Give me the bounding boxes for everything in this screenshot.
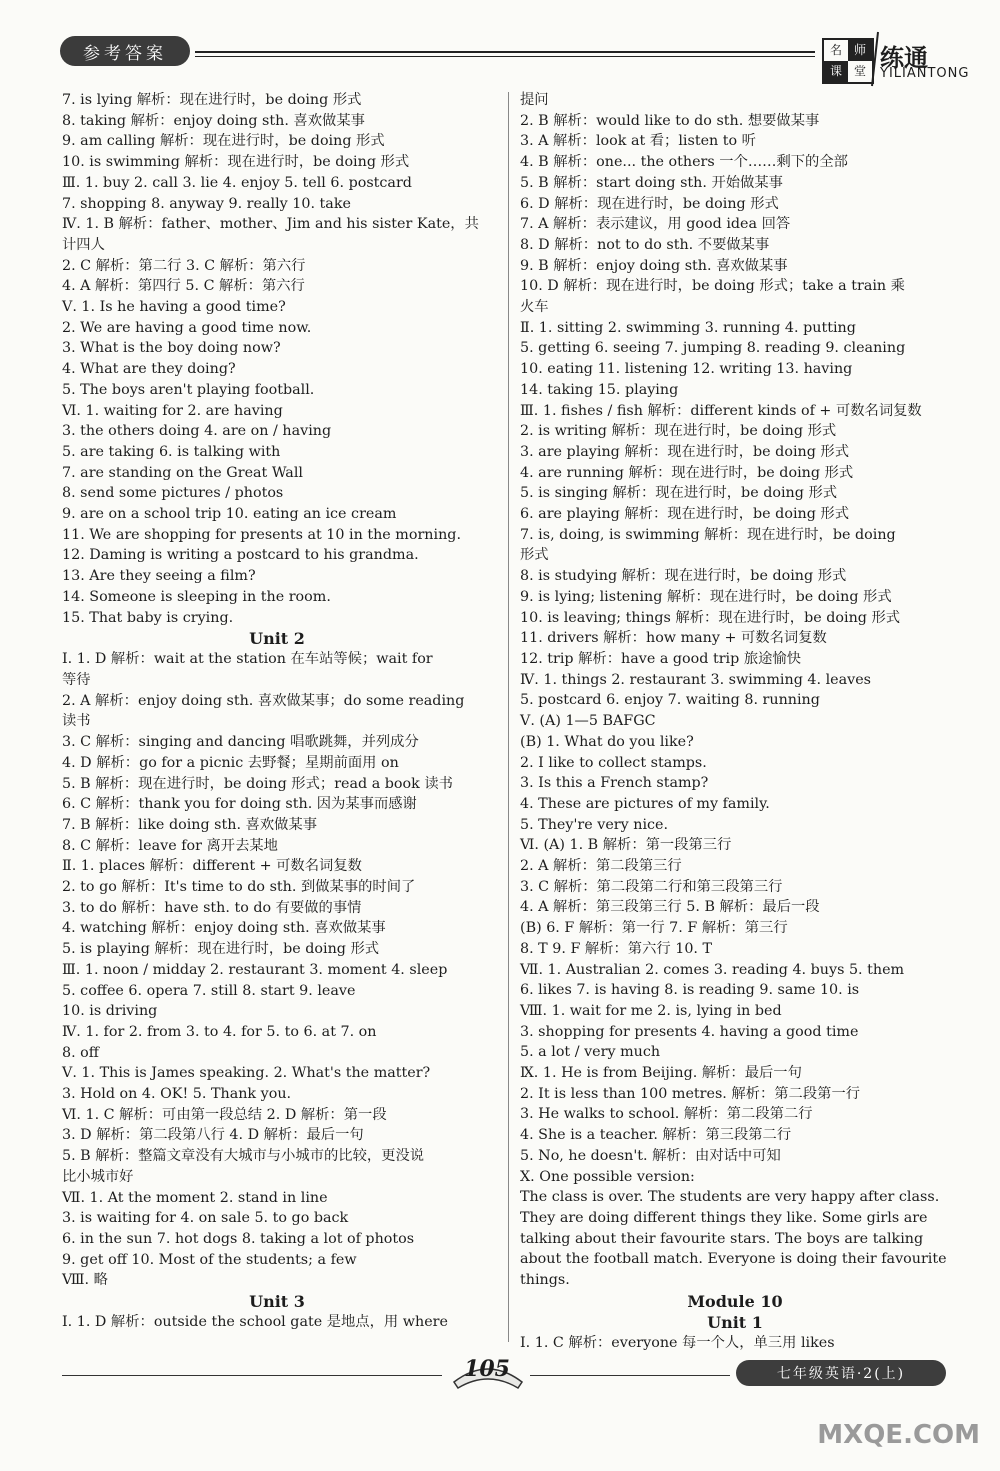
answer-line: 8. C 解析：leave for 离开去某地 [62,837,278,854]
answer-line: 火车 [520,299,549,316]
answer-line: 8. D 解析：not to do sth. 不要做某事 [520,236,770,253]
logo-cell: 课 [824,61,848,82]
grade-label: 七年级英语·2(上) [736,1360,946,1386]
header-rule [195,51,815,53]
logo-cell: 堂 [853,64,866,78]
answer-line: 3. C 解析：第二段第二行和第三段第三行 [520,878,783,895]
answer-line: 4. These are pictures of my family. [520,795,770,812]
sample-essay: The class is over. The students are very happy after class. They are doing different things they like. Some girls are talking about their favourite stars. The boys are talking about the football match. Everyone is doing their favourite things. [520,1189,947,1289]
answer-line: 5. getting 6. seeing 7. jumping 8. reading 9. cleaning [520,340,906,357]
answer-line: 8. taking 解析：enjoy doing sth. 喜欢做某事 [62,112,365,129]
answer-line: Ⅵ. 1. waiting for 2. are having [62,402,283,419]
answer-line: 3. What is the boy doing now? [62,340,281,357]
answer-line: 8. send some pictures / photos [62,485,284,502]
logo-text: 练通 [880,44,928,72]
answer-line: 4. watching 解析：enjoy doing sth. 喜欢做某事 [62,920,386,937]
logo-cell: 名 [829,43,842,57]
answer-line: Ⅳ. 1. things 2. restaurant 3. swimming 4. leaves [520,671,872,688]
answer-line: 2. We are having a good time now. [62,319,312,336]
answer-line: 5. They're very nice. [520,816,669,833]
answer-line: Ⅲ. 1. noon / midday 2. restaurant 3. moment 4. sleep [62,961,448,978]
pencil-icon [870,30,880,90]
section-heading: Unit 2 [249,629,305,649]
answer-line: 3. are playing 解析：现在进行时，be doing 形式 [520,443,850,460]
answer-key-badge: 参考答案 [60,36,190,66]
answer-line: 15. That baby is crying. [62,609,234,626]
answer-line: Ⅷ. 略 [62,1272,108,1289]
answer-line: 3. shopping for presents 4. having a good time [520,1023,859,1040]
answer-line: Ⅸ. 1. He is from Beijing. 解析：最后一句 [520,1065,802,1082]
answer-line: 4. A 解析：第三段第三行 5. B 解析：最后一段 [520,899,820,916]
answer-line: Ⅲ. 1. buy 2. call 3. lie 4. enjoy 5. tell 6. postcard [62,174,412,191]
answer-line: 5. B 解析：现在进行时，be doing 形式；read a book 读书 [62,775,453,792]
section-heading: Module 10 [687,1291,783,1311]
answer-line: 等待 [62,671,91,688]
answer-line: 7. shopping 8. anyway 9. really 10. take [62,195,351,212]
answer-line: 读书 [62,713,91,730]
footer-rule [530,1375,730,1376]
answer-line: 7. is, doing, is swimming 解析：现在进行时，be doing [520,526,896,543]
answer-line: 4. B 解析：one... the others 一个……剩下的全部 [520,154,848,171]
answer-line: 3. D 解析：第二段第八行 4. D 解析：最后一句 [62,1127,364,1144]
section-heading: Unit 1 [707,1312,763,1332]
answer-line: 5. B 解析：start doing sth. 开始做某事 [520,174,783,191]
answer-line: 计四人 [62,236,105,253]
answer-line: 2. is writing 解析：现在进行时，be doing 形式 [520,423,837,440]
answer-line: 2. A 解析：第二段第三行 [520,858,682,875]
answer-line: Ⅶ. 1. At the moment 2. stand in line [62,1189,328,1206]
answer-line: 9. is lying; listening 解析：现在进行时，be doing 形式 [520,588,892,605]
answer-line: 6. D 解析：现在进行时，be doing 形式 [520,195,779,212]
answer-line: 2. A 解析：enjoy doing sth. 喜欢做某事；do some reading [62,692,465,709]
answer-line: 5. are taking 6. is talking with [62,443,281,460]
answer-line: 提问 [520,92,549,108]
answer-line: 3. C 解析：singing and dancing 唱歌跳舞，并列成分 [62,734,419,751]
answer-line: 10. D 解析：现在进行时，be doing 形式；take a train 乘 [520,278,905,295]
watermark: MXQE.COM [817,1420,980,1450]
right-column [520,90,950,1353]
answer-line: 6. C 解析：thank you for doing sth. 因为某事而感谢 [62,796,417,813]
answer-line: Ⅰ. 1. D 解析：outside the school gate 是地点，用 where [62,1314,448,1331]
answer-line: Ⅵ. 1. C 解析：可由第一段总结 2. D 解析：第一段 [62,1106,387,1123]
answer-line: 12. Daming is writing a postcard to his grandma. [62,547,419,564]
answer-line: Ⅰ. 1. C 解析：everyone 每一个人，单三用 likes [520,1334,835,1351]
answer-line: 4. D 解析：go for a picnic 去野餐；星期前面用 on [62,754,399,771]
answer-line: Ⅱ. 1. places 解析：different + 可数名词复数 [62,858,362,875]
answer-line: 2. C 解析：第二行 3. C 解析：第六行 [62,257,306,274]
answer-line: 5. a lot / very much [520,1044,661,1061]
answer-line: 9. get off 10. Most of the students; a few [62,1251,357,1268]
answer-line: 9. are on a school trip 10. eating an ice cream [62,506,397,523]
answer-line: Ⅱ. 1. sitting 2. swimming 3. running 4. putting [520,319,856,336]
answer-line: 2. B 解析：would like to do sth. 想要做某事 [520,112,820,129]
answer-line: 9. B 解析：enjoy doing sth. 喜欢做某事 [520,257,788,274]
answer-line: 6. are playing 解析：现在进行时，be doing 形式 [520,506,850,523]
logo-cell: 师 [848,40,872,61]
answer-line: 5. postcard 6. enjoy 7. waiting 8. running [520,692,820,709]
answer-line: 4. are running 解析：现在进行时，be doing 形式 [520,464,854,481]
answer-line: 5. The boys aren't playing football. [62,381,315,398]
answer-line: 10. is leaving; things 解析：现在进行时，be doing 形式 [520,609,901,626]
answer-line: 4. A 解析：第四行 5. C 解析：第六行 [62,278,305,295]
answer-line: 3. A 解析：look at 看；listen to 听 [520,133,756,150]
answer-line: 6. in the sun 7. hot dogs 8. taking a lot of photos [62,1230,415,1247]
answer-line: 11. We are shopping for presents at 10 in the morning. [62,526,461,543]
answer-line: Ⅶ. 1. Australian 2. comes 3. reading 4. buys 5. them [520,961,905,978]
answer-line: 比小城市好 [62,1168,134,1185]
page-header [0,0,1000,90]
answer-line: 13. Are they seeing a film? [62,568,256,585]
answer-line: Ⅲ. 1. fishes / fish 解析：different kinds of + 可数名词复数 [520,402,922,419]
answer-line: (B) 1. What do you like? [520,733,694,750]
header-rule-thin [195,56,815,57]
answer-line: 4. She is a teacher. 解析：第三段第二行 [520,1127,792,1144]
answer-line: 5. is playing 解析：现在进行时，be doing 形式 [62,941,380,958]
page-number: 105 [464,1356,510,1382]
answer-line: 7. are standing on the Great Wall [62,464,303,481]
answer-line: 7. is lying 解析：现在进行时，be doing 形式 [62,92,362,108]
answer-line: 2. I like to collect stamps. [520,754,707,771]
answer-line: 3. He walks to school. 解析：第二段第二行 [520,1106,813,1123]
answer-line: Ⅴ. 1. This is James speaking. 2. What's the matter? [62,1065,431,1082]
answer-line: 5. coffee 6. opera 7. still 8. start 9. leave [62,982,356,999]
answer-line: 2. It is less than 100 metres. 解析：第二段第一行 [520,1085,861,1102]
answer-line: 8. T 9. F 解析：第六行 10. T [520,940,713,957]
answer-line: 2. to go 解析：It's time to do sth. 到做某事的时间了 [62,879,416,896]
answer-line: 6. likes 7. is having 8. is reading 9. same 10. is [520,982,860,999]
answer-line: 10. is swimming 解析：现在进行时，be doing 形式 [62,154,410,171]
answer-line: 3. Hold on 4. OK! 5. Thank you. [62,1086,292,1103]
answer-line: Ⅳ. 1. B 解析：father、mother、Jim and his sister Kate，共 [62,216,479,233]
column-divider [508,92,509,1342]
answer-line: 5. No, he doesn't. 解析：由对话中可知 [520,1147,781,1164]
answer-line: 14. taking 15. playing [520,381,679,398]
answer-line: 3. the others doing 4. are on / having [62,423,332,440]
answer-line: 12. trip 解析：have a good trip 旅途愉快 [520,650,802,667]
answer-line: 5. is singing 解析：现在进行时，be doing 形式 [520,485,838,502]
answer-line: Ⅹ. One possible version: [520,1168,695,1185]
answer-line: 11. drivers 解析：how many + 可数名词复数 [520,630,827,647]
section-heading: Unit 3 [249,1292,305,1312]
answer-line: 8. is studying 解析：现在进行时，be doing 形式 [520,568,847,585]
answer-line: (B) 6. F 解析：第一行 7. F 解析：第三行 [520,920,788,937]
answer-line: 10. is driving [62,1003,158,1020]
answer-line: 3. is waiting for 4. on sale 5. to go back [62,1210,349,1227]
answer-line: 10. eating 11. listening 12. writing 13. having [520,361,853,378]
answer-line: Ⅴ. (A) 1—5 BAFGC [520,713,656,730]
answer-line: Ⅰ. 1. D 解析：wait at the station 在车站等候；wait for [62,651,433,668]
answer-line: Ⅴ. 1. Is he having a good time? [62,299,286,316]
answer-line: Ⅵ. (A) 1. B 解析：第一段第三行 [520,837,732,854]
answer-line: 形式 [520,547,549,564]
publisher-logo [822,38,874,84]
answer-line: 3. to do 解析：have sth. to do 有要做的事情 [62,899,362,916]
answer-line: 5. B 解析：整篇文章没有大城市与小城市的比较，更没说 [62,1148,425,1165]
answer-line: 8. off [62,1044,99,1061]
answer-line: 14. Someone is sleeping in the room. [62,588,331,605]
answer-line: 4. What are they doing? [62,361,236,378]
left-column [62,90,492,1333]
footer-rule [62,1375,442,1376]
answer-line: 3. Is this a French stamp? [520,775,709,792]
answer-line: 9. am calling 解析：现在进行时，be doing 形式 [62,133,385,150]
answer-line: Ⅳ. 1. for 2. from 3. to 4. for 5. to 6. at 7. on [62,1023,377,1040]
answer-line: 7. A 解析：表示建议，用 good idea 回答 [520,216,791,233]
logo-subtitle: YILIANTONG [880,66,970,81]
answer-line: 7. B 解析：like doing sth. 喜欢做某事 [62,816,318,833]
answer-line: Ⅷ. 1. wait for me 2. is, lying in bed [520,1002,782,1019]
